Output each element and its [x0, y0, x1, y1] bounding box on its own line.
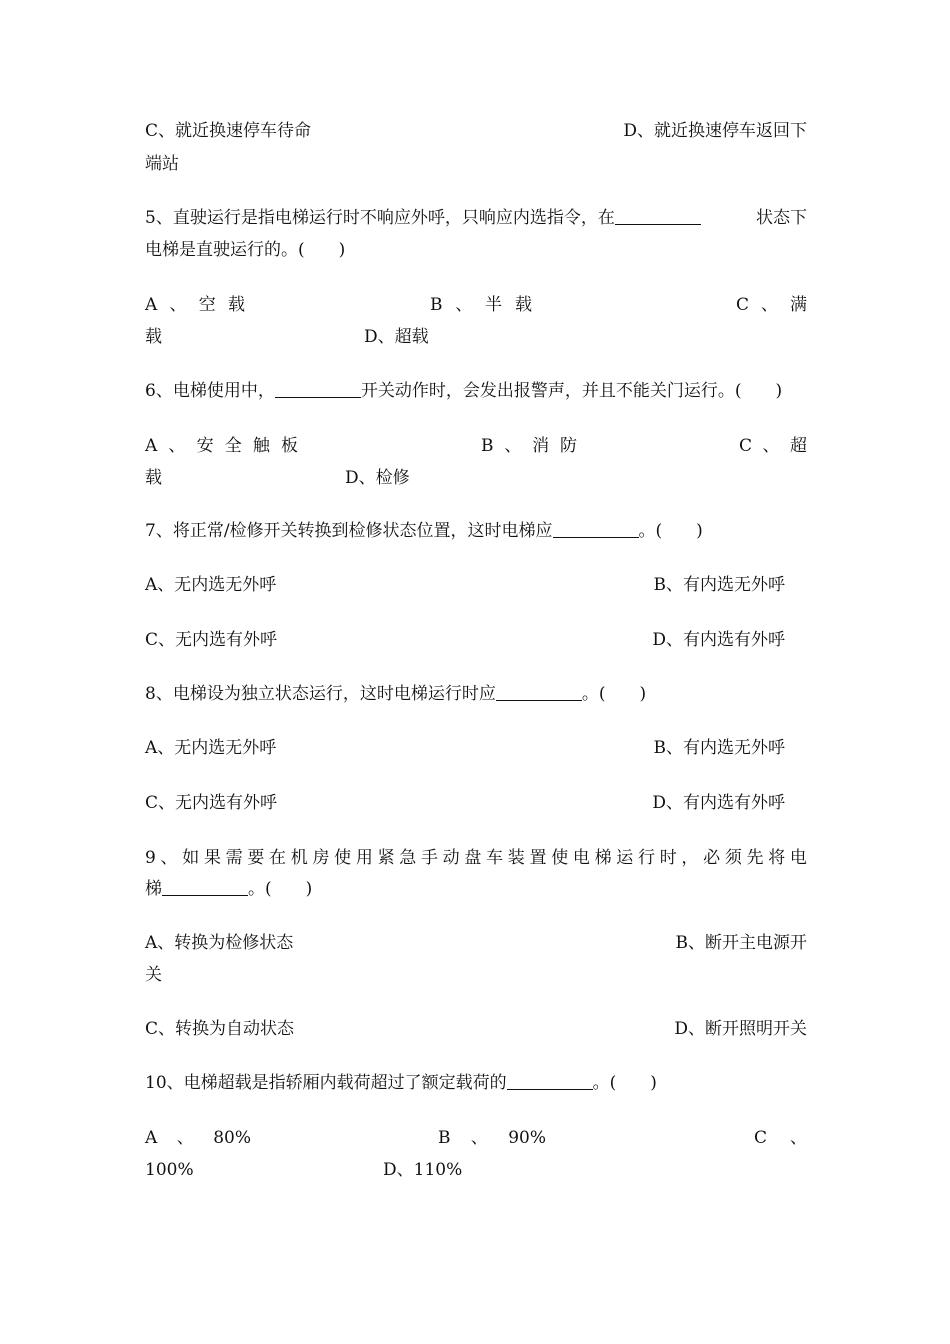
q6-answer-blank[interactable] [275, 379, 361, 398]
q6-option-c: C 、 超 [739, 436, 807, 456]
q7-stem: 7、将正常/检修开关转换到检修状态位置，这时电梯应 。( ) [145, 521, 703, 541]
q10-options-row-1 [145, 1125, 807, 1151]
q6-option-d: D、检修 [345, 468, 410, 488]
q6-stem: 6、电梯使用中， 开关动作时，会发出报警声，并且不能关门运行。( ) [145, 381, 783, 401]
q10-stem: 10、电梯超载是指轿厢内载荷超过了额定载荷的 。( ) [145, 1073, 657, 1093]
q4-option-c: C、就近换速停车待命 [145, 121, 312, 141]
q6-option-c-continued: 载 [145, 468, 162, 488]
q8-options-row-1 [145, 735, 807, 761]
q10-answer-blank[interactable] [507, 1071, 593, 1090]
q5-option-c-continued: 载 [145, 327, 162, 347]
q5-option-d: D、超载 [364, 327, 429, 347]
q5-answer-blank[interactable] [615, 206, 701, 225]
q9-answer-blank[interactable] [162, 877, 248, 896]
q5-option-c: C 、 满 [736, 295, 807, 315]
q8-options-row-2 [145, 790, 807, 816]
q5-stem: 5、直驶运行是指电梯运行时不响应外呼，只响应内选指令，在 [145, 205, 701, 231]
q5-option-b: B 、 半 载 [430, 295, 532, 315]
q7-option-c: C、无内选有外呼 [145, 630, 278, 650]
q6-options-row-1 [145, 433, 807, 459]
q7-options-row-1 [145, 572, 807, 598]
q10-options-row-2 [145, 1157, 807, 1183]
q10-option-c: C 、 [754, 1128, 807, 1148]
q5-options-row-2 [145, 324, 807, 350]
q7-answer-blank[interactable] [553, 519, 639, 538]
q7-options-row-2 [145, 627, 807, 653]
q4-options-row-1 [145, 118, 807, 144]
q9-options-row-3 [145, 1016, 807, 1042]
q6-option-b: B 、 消 防 [481, 436, 577, 456]
q9-options-row-1 [145, 930, 807, 956]
q9-stem-line-2 [145, 876, 807, 902]
q5-options-row-1 [145, 292, 807, 318]
q8-stem-line [145, 681, 807, 707]
q9-stem-continued: 梯 。( ) [145, 879, 313, 899]
q7-option-b: B、有内选无外呼 [653, 575, 785, 595]
q8-option-c: C、无内选有外呼 [145, 793, 278, 813]
q6-options-row-2 [145, 465, 807, 491]
q5-option-a: A 、 空 载 [145, 295, 245, 315]
q5-stem-end: 状态下 [756, 208, 807, 228]
q9-option-b-continued: 关 [145, 965, 162, 985]
q9-option-a: A、转换为检修状态 [145, 933, 294, 953]
q8-option-a: A、无内选无外呼 [145, 738, 277, 758]
q4-options-row-2 [145, 151, 807, 177]
q9-option-d: D、断开照明开关 [674, 1019, 807, 1039]
q7-option-d: D、有内选有外呼 [652, 630, 785, 650]
q5-stem-continued: 电梯是直驶运行的。( ) [145, 240, 346, 260]
q5-stem-line-2 [145, 237, 807, 263]
q9-stem-line-1: 9 、 如 果 需 要 在 机 房 使 用 紧 急 手 动 盘 车 装 置 使 电 梯 运 行 时 ， 必 须 先 将 电 [145, 848, 807, 868]
q8-answer-blank[interactable] [496, 682, 582, 701]
q7-option-a: A、无内选无外呼 [145, 575, 277, 595]
q9-option-b: B、断开主电源开 [675, 933, 807, 953]
q10-option-d: D、110% [383, 1160, 463, 1180]
q6-option-a: A 、 安 全 触 板 [145, 436, 298, 456]
q4-option-d: D、就近换速停车返回下 [623, 121, 807, 141]
q9-options-row-2 [145, 962, 807, 988]
q5-stem-line-1 [145, 205, 807, 231]
q8-option-d: D、有内选有外呼 [652, 793, 785, 813]
q10-option-b: B 、 90% [438, 1128, 546, 1148]
q8-option-b: B、有内选无外呼 [653, 738, 785, 758]
q8-stem: 8、电梯设为独立状态运行，这时电梯运行时应 。( ) [145, 684, 647, 704]
q4-option-d-continued: 端站 [145, 154, 179, 174]
q10-stem-line [145, 1070, 807, 1096]
q6-stem-line [145, 378, 807, 404]
q10-option-a: A 、 80% [145, 1128, 251, 1148]
q7-stem-line [145, 518, 807, 544]
q9-option-c: C、转换为自动状态 [145, 1019, 295, 1039]
q10-option-c-continued: 100% [145, 1160, 194, 1180]
